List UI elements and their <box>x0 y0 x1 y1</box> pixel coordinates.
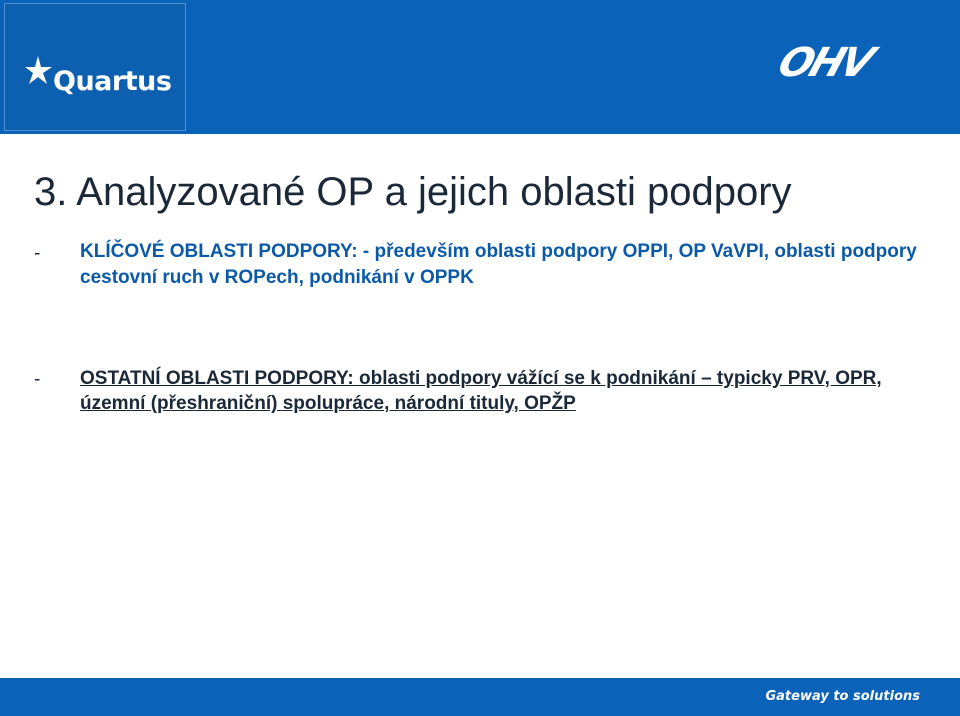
bullet-other-areas <box>80 366 920 416</box>
bullet-other-areas-text: OSTATNÍ OBLASTI PODPORY: oblasti podpory vážící se k podnikání – typicky PRV, OPR, územní (přeshraniční) spolupráce, národní tituly, OPŽP <box>80 368 882 414</box>
ohv-logo: OHV <box>772 40 877 86</box>
bullet-dash: - <box>34 369 41 390</box>
star-icon <box>25 56 55 90</box>
quartus-logo-text: Quartus <box>53 66 172 97</box>
quartus-logo <box>4 3 186 131</box>
footer-tagline: Gateway to solutions <box>765 689 920 704</box>
header-bar <box>0 0 960 134</box>
slide-title: 3. Analyzované OP a jejich oblasti podpory <box>34 170 792 214</box>
bullet-dash: - <box>34 243 41 264</box>
bullet-key-areas: KLÍČOVÉ OBLASTI PODPORY: - především oblasti podpory OPPI, OP VaVPI, oblasti podpory cestovní ruch v ROPech, podnikání v OPPK <box>80 241 917 288</box>
footer-bar <box>0 678 960 716</box>
